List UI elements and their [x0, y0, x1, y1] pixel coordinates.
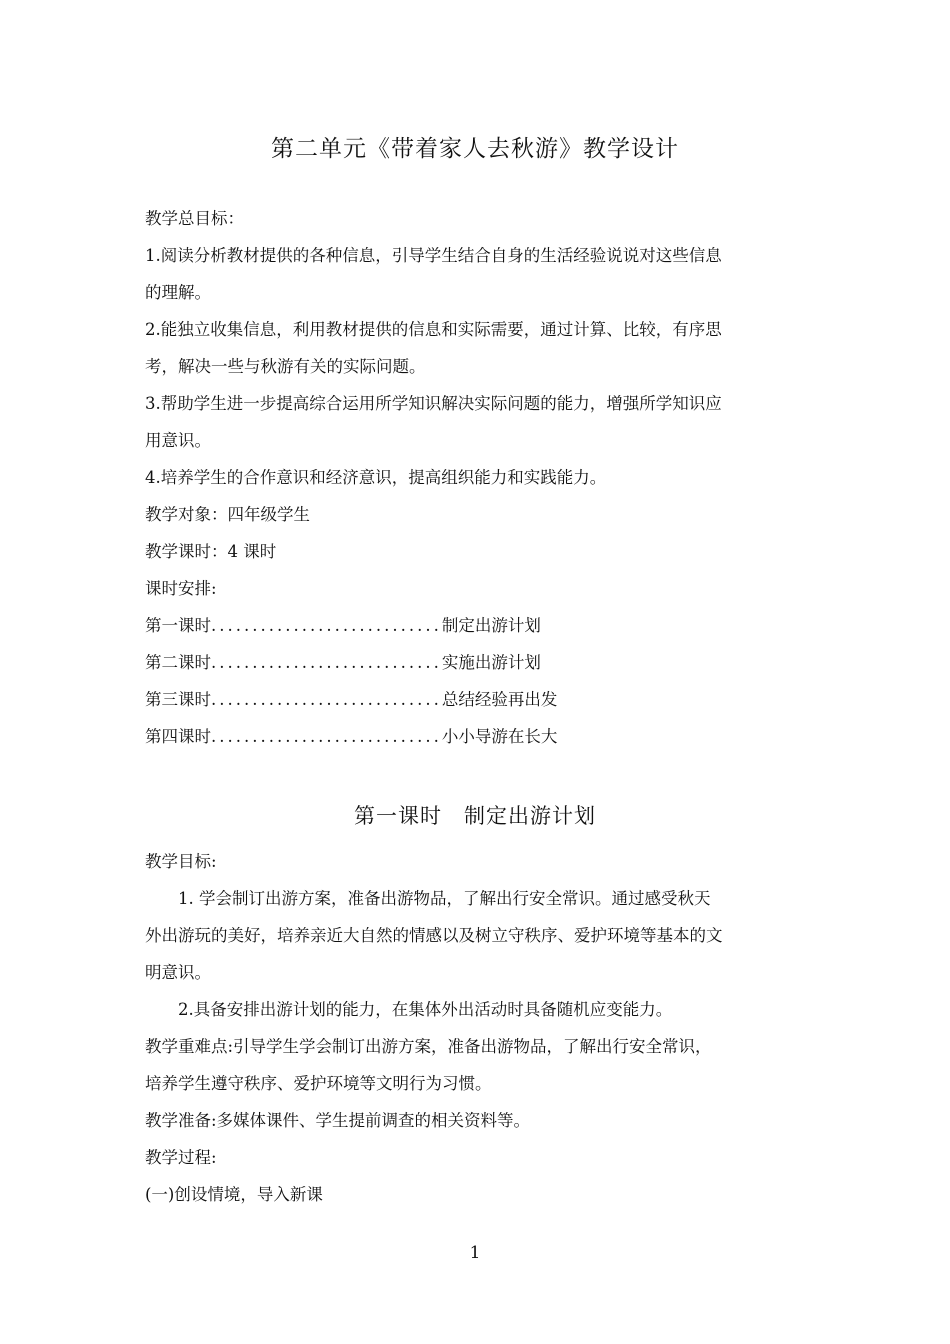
- schedule-leader-dots: ............................: [211, 690, 442, 709]
- goal-line: 1.阅读分析教材提供的各种信息，引导学生结合自身的生活经验说说对这些信息: [145, 246, 722, 265]
- schedule-lesson: 第四课时: [145, 727, 211, 746]
- schedule-leader-dots: ............................: [211, 653, 442, 672]
- lesson-goals-heading: 教学目标:: [145, 852, 217, 871]
- schedule-lesson: 第一课时: [145, 616, 211, 635]
- goal-line: 考，解决一些与秋游有关的实际问题。: [145, 357, 426, 376]
- schedule-lesson: 第二课时: [145, 653, 211, 672]
- schedule-row: [145, 681, 625, 718]
- key-points-line: 培养学生遵守秩序、爱护环境等文明行为习惯。: [145, 1074, 492, 1093]
- schedule-topic: 制定出游计划: [441, 616, 541, 635]
- overview-block: [145, 200, 810, 755]
- page-number: 1: [469, 1243, 481, 1263]
- schedule-topic: 总结经验再出发: [441, 690, 558, 709]
- lesson-goal-line: 1. 学会制订出游方案，准备出游物品，了解出行安全常识。通过感受秋天: [178, 889, 711, 908]
- schedule-topic: 实施出游计划: [441, 653, 541, 672]
- section-title: 第一课时 制定出游计划: [354, 804, 596, 828]
- key-points-line: 教学重难点:引导学生学会制订出游方案，准备出游物品，了解出行安全常识，: [145, 1037, 712, 1056]
- lesson-goal-line: 2.具备安排出游计划的能力，在集体外出活动时具备随机应变能力。: [178, 1000, 673, 1019]
- goal-line: 4.培养学生的合作意识和经济意识，提高组织能力和实践能力。: [145, 468, 607, 487]
- process-step: (一)创设情境，导入新课: [145, 1185, 323, 1204]
- process-heading: 教学过程:: [145, 1148, 217, 1167]
- schedule-lesson: 第三课时: [145, 690, 211, 709]
- document-title: 第二单元《带着家人去秋游》教学设计: [271, 136, 679, 162]
- teaching-preparation: 教学准备:多媒体课件、学生提前调查的相关资料等。: [145, 1111, 531, 1130]
- lesson-goal-line: 明意识。: [145, 963, 211, 982]
- schedule-heading: 课时安排:: [145, 579, 217, 598]
- lesson-block: [145, 843, 810, 1213]
- schedule-topic: 小小导游在长大: [441, 727, 558, 746]
- schedule-row: [145, 718, 625, 755]
- overall-goals-heading: 教学总目标：: [145, 209, 244, 228]
- schedule-leader-dots: ............................: [211, 727, 442, 746]
- schedule-leader-dots: ............................: [211, 616, 442, 635]
- schedule-row: [145, 644, 625, 681]
- goal-line: 3.帮助学生进一步提高综合运用所学知识解决实际问题的能力，增强所学知识应: [145, 394, 722, 413]
- lesson-goal-line: 外出游玩的美好，培养亲近大自然的情感以及树立守秩序、爱护环境等基本的文: [145, 926, 723, 945]
- teaching-target: 教学对象：四年级学生: [145, 505, 310, 524]
- schedule-row: [145, 607, 625, 644]
- teaching-hours: 教学课时：4 课时: [145, 542, 277, 561]
- goal-line: 用意识。: [145, 431, 211, 450]
- goal-line: 2.能独立收集信息，利用教材提供的信息和实际需要，通过计算、比较，有序思: [145, 320, 722, 339]
- goal-line: 的理解。: [145, 283, 211, 302]
